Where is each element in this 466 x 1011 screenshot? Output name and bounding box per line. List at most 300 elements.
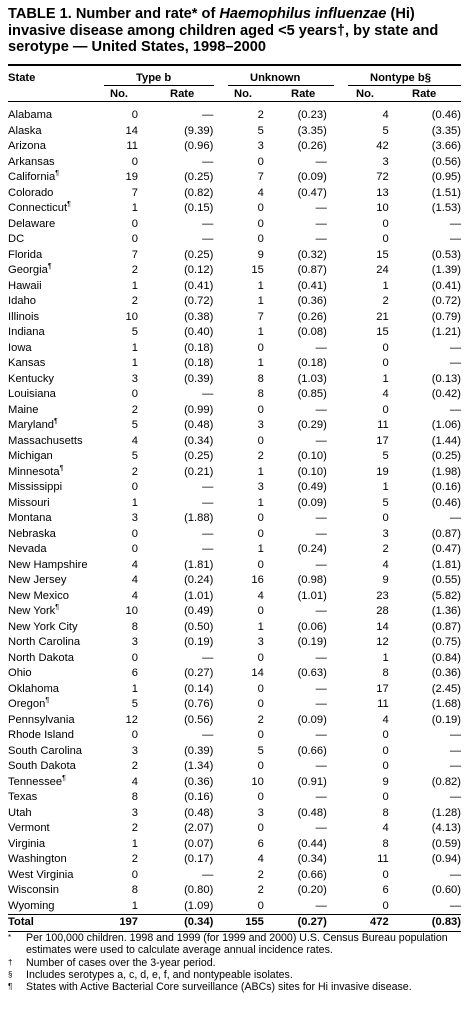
count-cell: 8 bbox=[382, 806, 389, 819]
count-cell: 1 bbox=[257, 326, 264, 338]
state-cell bbox=[8, 403, 103, 419]
count-cell: 0 bbox=[257, 899, 264, 912]
count-cell: 3 bbox=[131, 512, 138, 524]
footnote-symbol: ¶ bbox=[8, 982, 13, 991]
count-cell: 16 bbox=[251, 574, 264, 586]
count-cell: 4 bbox=[382, 713, 389, 726]
state-name: Idaho bbox=[8, 295, 36, 307]
header-no-1: No. bbox=[110, 88, 129, 100]
state-name: New York bbox=[8, 605, 56, 617]
count-cell: 11 bbox=[377, 853, 389, 865]
rate-cell: (1.01) bbox=[297, 589, 327, 602]
rate-cell: (0.85) bbox=[297, 388, 327, 400]
count-cell: 0 bbox=[257, 217, 264, 230]
rate-cell: — bbox=[315, 651, 327, 664]
state-name: Washington bbox=[8, 853, 67, 865]
rate-cell: (1.21) bbox=[431, 326, 461, 338]
table-row bbox=[8, 294, 461, 310]
rate-cell: (0.19) bbox=[431, 713, 461, 726]
state-cell bbox=[8, 899, 103, 915]
state-cell bbox=[8, 170, 103, 186]
state-cell bbox=[8, 108, 103, 124]
count-cell: 15 bbox=[251, 264, 264, 276]
count-cell: 5 bbox=[131, 450, 138, 462]
count-cell: 0 bbox=[131, 388, 138, 400]
count-cell: 0 bbox=[257, 155, 264, 168]
count-cell: 3 bbox=[131, 806, 138, 819]
state-name: Missouri bbox=[8, 496, 50, 509]
count-cell: 2 bbox=[257, 109, 264, 121]
rate-cell: — bbox=[449, 744, 461, 757]
rate-cell: (1.44) bbox=[431, 434, 461, 447]
footnote bbox=[8, 932, 463, 956]
header-group-nontype-b: Nontype b§ bbox=[370, 72, 431, 84]
count-cell: 0 bbox=[382, 233, 389, 245]
count-cell: 1 bbox=[131, 682, 138, 695]
state-name: South Dakota bbox=[8, 760, 76, 772]
count-cell: 14 bbox=[125, 124, 138, 137]
state-cell bbox=[8, 217, 103, 233]
abcs-footnote-mark: ¶ bbox=[55, 170, 60, 177]
abcs-footnote-mark: ¶ bbox=[55, 604, 60, 611]
state-name: Arizona bbox=[8, 140, 46, 152]
rate-cell: (0.76) bbox=[184, 698, 214, 710]
rate-cell: (0.23) bbox=[297, 109, 327, 121]
rate-cell: — bbox=[202, 233, 214, 245]
count-cell: 4 bbox=[131, 558, 138, 571]
count-cell: 28 bbox=[376, 605, 389, 617]
rate-cell: (0.42) bbox=[431, 388, 461, 400]
footnote bbox=[8, 957, 463, 969]
count-cell: 14 bbox=[376, 620, 389, 633]
state-cell bbox=[8, 666, 103, 682]
state-cell bbox=[8, 527, 103, 543]
count-cell: 5 bbox=[131, 698, 138, 710]
count-cell: 21 bbox=[376, 310, 389, 323]
rate-cell: — bbox=[449, 403, 461, 416]
rate-cell: (0.09) bbox=[297, 171, 327, 183]
count-cell: 0 bbox=[257, 729, 264, 741]
rate-cell: (0.21) bbox=[184, 465, 214, 478]
count-cell: 1 bbox=[257, 496, 264, 509]
rate-cell: — bbox=[202, 868, 214, 881]
rate-cell: (1.09) bbox=[184, 899, 214, 912]
state-cell bbox=[8, 480, 103, 496]
count-cell: 1 bbox=[131, 357, 138, 369]
table-row bbox=[8, 635, 461, 651]
table-row bbox=[8, 899, 461, 915]
count-cell: 0 bbox=[257, 791, 264, 803]
count-cell: 4 bbox=[257, 186, 264, 199]
count-cell: 0 bbox=[131, 527, 138, 540]
rate-cell: (1.81) bbox=[431, 558, 461, 571]
count-cell: 8 bbox=[382, 837, 389, 850]
rate-cell: (0.79) bbox=[431, 310, 461, 323]
state-name: Louisiana bbox=[8, 388, 56, 400]
rate-cell: (0.13) bbox=[431, 372, 461, 385]
state-name: Minnesota bbox=[8, 465, 60, 478]
header-bottom-rule bbox=[8, 101, 461, 102]
rate-cell: (0.48) bbox=[184, 419, 214, 431]
state-name: Connecticut bbox=[8, 202, 68, 214]
count-cell: 0 bbox=[382, 744, 389, 757]
rate-cell: (0.25) bbox=[184, 171, 214, 183]
state-name: Hawaii bbox=[8, 279, 42, 292]
count-cell: 2 bbox=[257, 450, 264, 462]
count-cell: 0 bbox=[382, 868, 389, 881]
state-name: Maryland bbox=[8, 419, 55, 431]
state-cell bbox=[8, 790, 103, 806]
count-cell: 7 bbox=[257, 171, 264, 183]
count-cell: 4 bbox=[131, 775, 138, 788]
rate-cell: (1.34) bbox=[184, 760, 214, 772]
table-row bbox=[8, 434, 461, 450]
rate-cell: (0.87) bbox=[431, 527, 461, 540]
count-cell: 155 bbox=[213, 915, 264, 932]
rate-cell: (0.25) bbox=[431, 450, 461, 462]
count-cell: 23 bbox=[376, 589, 389, 602]
state-cell bbox=[8, 620, 103, 636]
count-cell: 0 bbox=[257, 341, 264, 354]
state-name: Alaska bbox=[8, 124, 42, 137]
count-cell: 9 bbox=[257, 248, 264, 261]
rate-cell: (1.51) bbox=[431, 186, 461, 199]
count-cell: 11 bbox=[126, 140, 138, 152]
count-cell: 4 bbox=[382, 388, 389, 400]
rate-cell: (0.34) bbox=[184, 434, 214, 447]
count-cell: 0 bbox=[382, 899, 389, 912]
count-cell: 1 bbox=[257, 357, 264, 369]
table-row bbox=[8, 883, 461, 899]
count-cell: 12 bbox=[376, 636, 389, 648]
state-cell bbox=[8, 852, 103, 868]
state-name: Pennsylvania bbox=[8, 713, 75, 726]
rate-cell: (0.06) bbox=[297, 620, 327, 633]
count-cell: 5 bbox=[382, 496, 389, 509]
header-group-type-b: Type b bbox=[136, 72, 172, 84]
state-name: Oregon bbox=[8, 698, 46, 710]
rate-cell: (0.36) bbox=[297, 295, 327, 307]
rate-cell: (0.18) bbox=[297, 357, 327, 369]
rate-cell: (0.07) bbox=[184, 837, 214, 850]
state-name: Illinois bbox=[8, 310, 40, 323]
count-cell: 0 bbox=[257, 682, 264, 695]
count-cell: 1 bbox=[382, 372, 389, 385]
rate-cell: — bbox=[449, 512, 461, 524]
state-cell bbox=[8, 759, 103, 775]
count-cell: 1 bbox=[131, 202, 138, 214]
rate-cell: (0.50) bbox=[184, 620, 214, 633]
state-cell bbox=[8, 201, 103, 217]
rate-cell: (0.41) bbox=[297, 279, 327, 292]
rate-cell: — bbox=[315, 822, 327, 834]
rate-cell: (0.75) bbox=[431, 636, 461, 648]
count-cell: 5 bbox=[257, 744, 264, 757]
table-row bbox=[8, 403, 461, 419]
count-cell: 9 bbox=[382, 775, 389, 788]
count-cell: 2 bbox=[257, 868, 264, 881]
count-cell: 2 bbox=[131, 853, 138, 865]
abcs-footnote-mark: ¶ bbox=[54, 418, 58, 425]
rate-cell: (0.66) bbox=[297, 744, 327, 757]
rate-cell: (0.26) bbox=[297, 310, 327, 323]
rate-cell: (0.49) bbox=[297, 481, 327, 493]
state-cell bbox=[8, 511, 103, 527]
abcs-footnote-mark: ¶ bbox=[45, 697, 50, 704]
state-cell bbox=[8, 124, 103, 140]
count-cell: 2 bbox=[131, 295, 138, 307]
abcs-footnote-mark: ¶ bbox=[59, 464, 64, 472]
count-cell: 0 bbox=[382, 341, 389, 354]
rate-cell: (0.08) bbox=[297, 326, 327, 338]
rate-cell: (4.13) bbox=[431, 822, 461, 834]
rate-cell: — bbox=[315, 682, 327, 695]
rate-cell: (0.46) bbox=[431, 496, 461, 509]
state-cell bbox=[8, 449, 103, 465]
rate-cell: — bbox=[315, 403, 327, 416]
state-name: Colorado bbox=[8, 186, 54, 199]
table-row bbox=[8, 573, 461, 589]
count-cell: 10 bbox=[125, 310, 138, 323]
rate-cell: (0.34) bbox=[138, 915, 213, 932]
rate-cell: (0.18) bbox=[184, 357, 214, 369]
rate-cell: (0.19) bbox=[297, 636, 327, 648]
count-cell: 3 bbox=[382, 527, 389, 540]
state-name: Massachusetts bbox=[8, 434, 83, 447]
rate-cell: (0.10) bbox=[297, 450, 327, 462]
state-name: Virginia bbox=[8, 837, 46, 850]
state-cell bbox=[8, 821, 103, 837]
table-row bbox=[8, 511, 461, 527]
count-cell: 2 bbox=[131, 403, 138, 416]
count-cell: 17 bbox=[376, 682, 389, 695]
count-cell: 19 bbox=[125, 171, 138, 183]
state-cell bbox=[8, 418, 103, 434]
rate-cell: (0.17) bbox=[184, 853, 214, 865]
rate-cell: — bbox=[315, 434, 327, 447]
footnote-text: States with Active Bacterial Core surveillance (ABCs) sites for Hi invasive disease. bbox=[26, 981, 412, 993]
rate-cell: (0.18) bbox=[184, 341, 214, 354]
rate-cell: — bbox=[315, 155, 327, 168]
table-row bbox=[8, 263, 461, 279]
count-cell: 0 bbox=[382, 217, 389, 230]
count-cell: 4 bbox=[131, 434, 138, 447]
table-row bbox=[8, 697, 461, 713]
count-cell: 2 bbox=[131, 264, 138, 276]
top-rule bbox=[8, 64, 461, 66]
count-cell: 8 bbox=[257, 388, 264, 400]
rate-cell: — bbox=[449, 868, 461, 881]
state-name: Iowa bbox=[8, 341, 32, 354]
state-name: New York City bbox=[8, 620, 78, 633]
table-row bbox=[8, 356, 461, 372]
table-row bbox=[8, 713, 461, 729]
rate-cell: — bbox=[315, 698, 327, 710]
state-cell bbox=[8, 248, 103, 264]
rate-cell: — bbox=[449, 899, 461, 912]
count-cell: 42 bbox=[376, 140, 389, 152]
state-cell bbox=[8, 573, 103, 589]
state-name: DC bbox=[8, 233, 25, 245]
count-cell: 1 bbox=[131, 279, 138, 292]
table-row bbox=[8, 186, 461, 202]
count-cell: 0 bbox=[257, 434, 264, 447]
header-no-2: No. bbox=[234, 88, 253, 100]
table-row bbox=[8, 682, 461, 698]
count-cell: 0 bbox=[131, 868, 138, 881]
rate-cell: (0.10) bbox=[297, 465, 327, 478]
count-cell: 3 bbox=[131, 372, 138, 385]
rate-cell: — bbox=[315, 233, 327, 245]
rate-cell: (0.80) bbox=[184, 884, 214, 896]
table-row bbox=[8, 124, 461, 140]
count-cell: 3 bbox=[382, 155, 389, 168]
table-row bbox=[8, 465, 461, 481]
rate-cell: (1.01) bbox=[184, 589, 214, 602]
count-cell: 0 bbox=[257, 512, 264, 524]
table-row bbox=[8, 852, 461, 868]
state-cell bbox=[8, 837, 103, 853]
rate-cell: (0.72) bbox=[431, 295, 461, 307]
count-cell: 2 bbox=[131, 822, 138, 834]
count-cell: 6 bbox=[257, 837, 264, 850]
count-cell: 2 bbox=[382, 295, 389, 307]
count-cell: 8 bbox=[131, 791, 138, 803]
footnote-symbol: * bbox=[8, 933, 12, 942]
state-name: West Virginia bbox=[8, 868, 74, 881]
count-cell: 3 bbox=[257, 636, 264, 648]
table-row bbox=[8, 310, 461, 326]
rate-cell: (0.26) bbox=[297, 140, 327, 152]
rate-cell: (0.39) bbox=[184, 372, 214, 385]
state-name: Maine bbox=[8, 403, 39, 416]
rate-cell: (0.87) bbox=[297, 264, 327, 276]
count-cell: 0 bbox=[382, 357, 389, 369]
state-name: Utah bbox=[8, 806, 32, 819]
count-cell: 0 bbox=[257, 822, 264, 834]
count-cell: 0 bbox=[382, 791, 389, 803]
table-row bbox=[8, 666, 461, 682]
count-cell: 5 bbox=[131, 419, 138, 431]
title-prefix: TABLE 1. Number and rate* of bbox=[8, 6, 220, 22]
state-cell bbox=[8, 713, 103, 729]
count-cell: 1 bbox=[131, 837, 138, 850]
group-rule-nontype-b bbox=[348, 85, 461, 86]
table-row bbox=[8, 759, 461, 775]
table-row bbox=[8, 496, 461, 512]
state-name: Tennessee bbox=[8, 775, 63, 788]
state-cell bbox=[8, 434, 103, 450]
rate-cell: (3.35) bbox=[297, 124, 327, 137]
state-cell bbox=[8, 294, 103, 310]
rate-cell: — bbox=[449, 341, 461, 354]
state-name: Texas bbox=[8, 791, 38, 803]
state-cell bbox=[8, 310, 103, 326]
rate-cell: (0.47) bbox=[297, 186, 327, 199]
rate-cell: (0.41) bbox=[431, 279, 461, 292]
state-name: Rhode Island bbox=[8, 729, 74, 741]
rate-cell: (0.27) bbox=[264, 915, 327, 932]
rate-cell: (0.82) bbox=[184, 186, 214, 199]
count-cell: 0 bbox=[257, 527, 264, 540]
count-cell: 5 bbox=[382, 450, 389, 462]
state-cell bbox=[8, 682, 103, 698]
rate-cell: (1.88) bbox=[184, 512, 214, 524]
table-row bbox=[8, 775, 461, 791]
table-row bbox=[8, 604, 461, 620]
count-cell: 1 bbox=[131, 899, 138, 912]
count-cell: 8 bbox=[131, 884, 138, 896]
table-row bbox=[8, 418, 461, 434]
state-name: Ohio bbox=[8, 667, 32, 679]
rate-cell: (0.24) bbox=[184, 574, 214, 586]
count-cell: 7 bbox=[257, 310, 264, 323]
rate-cell: (0.96) bbox=[184, 140, 214, 152]
count-cell: 0 bbox=[257, 233, 264, 245]
rate-cell: — bbox=[449, 357, 461, 369]
count-cell: 0 bbox=[382, 760, 389, 772]
count-cell: 5 bbox=[257, 124, 264, 137]
table-row bbox=[8, 728, 461, 744]
state-cell bbox=[8, 465, 103, 481]
total-row bbox=[8, 915, 461, 932]
count-cell: 2 bbox=[131, 760, 138, 772]
count-cell: 0 bbox=[382, 403, 389, 416]
state-cell bbox=[8, 139, 103, 155]
rate-cell: (0.56) bbox=[184, 713, 214, 726]
rate-cell: (0.60) bbox=[431, 884, 461, 896]
count-cell: 1 bbox=[257, 279, 264, 292]
table-row bbox=[8, 155, 461, 171]
rate-cell: (1.03) bbox=[297, 372, 327, 385]
rate-cell: (0.53) bbox=[431, 248, 461, 261]
count-cell: 2 bbox=[257, 713, 264, 726]
rate-cell: (0.39) bbox=[184, 744, 214, 757]
header-no-3: No. bbox=[356, 88, 375, 100]
count-cell: 8 bbox=[382, 667, 389, 679]
rate-cell: (0.09) bbox=[297, 496, 327, 509]
count-cell: 10 bbox=[376, 202, 389, 214]
rate-cell: (0.48) bbox=[184, 806, 214, 819]
rate-cell: (0.36) bbox=[184, 775, 214, 788]
state-name: Arkansas bbox=[8, 155, 55, 168]
abcs-footnote-mark: ¶ bbox=[67, 201, 71, 208]
table-title bbox=[8, 6, 463, 56]
state-cell bbox=[8, 775, 103, 791]
rate-cell: — bbox=[202, 651, 214, 664]
footnote-text: Includes serotypes a, c, d, e, f, and nontypeable isolates. bbox=[26, 969, 293, 981]
count-cell: 5 bbox=[131, 326, 138, 338]
rate-cell: — bbox=[202, 481, 214, 493]
count-cell: 0 bbox=[257, 760, 264, 772]
table-body bbox=[8, 108, 461, 931]
rate-cell: — bbox=[315, 341, 327, 354]
header-group-unknown: Unknown bbox=[250, 72, 301, 84]
footnote bbox=[8, 969, 463, 981]
rate-cell: (0.82) bbox=[431, 775, 461, 788]
count-cell: 3 bbox=[257, 419, 264, 431]
count-cell: 1 bbox=[382, 279, 389, 292]
rate-cell: (0.12) bbox=[184, 264, 214, 276]
rate-cell: (1.06) bbox=[431, 419, 461, 431]
rate-cell: — bbox=[315, 899, 327, 912]
state-cell bbox=[8, 883, 103, 899]
count-cell: 11 bbox=[377, 419, 389, 431]
rate-cell: (0.20) bbox=[297, 884, 327, 896]
count-cell: 0 bbox=[131, 217, 138, 230]
table-row bbox=[8, 232, 461, 248]
state-cell bbox=[8, 589, 103, 605]
